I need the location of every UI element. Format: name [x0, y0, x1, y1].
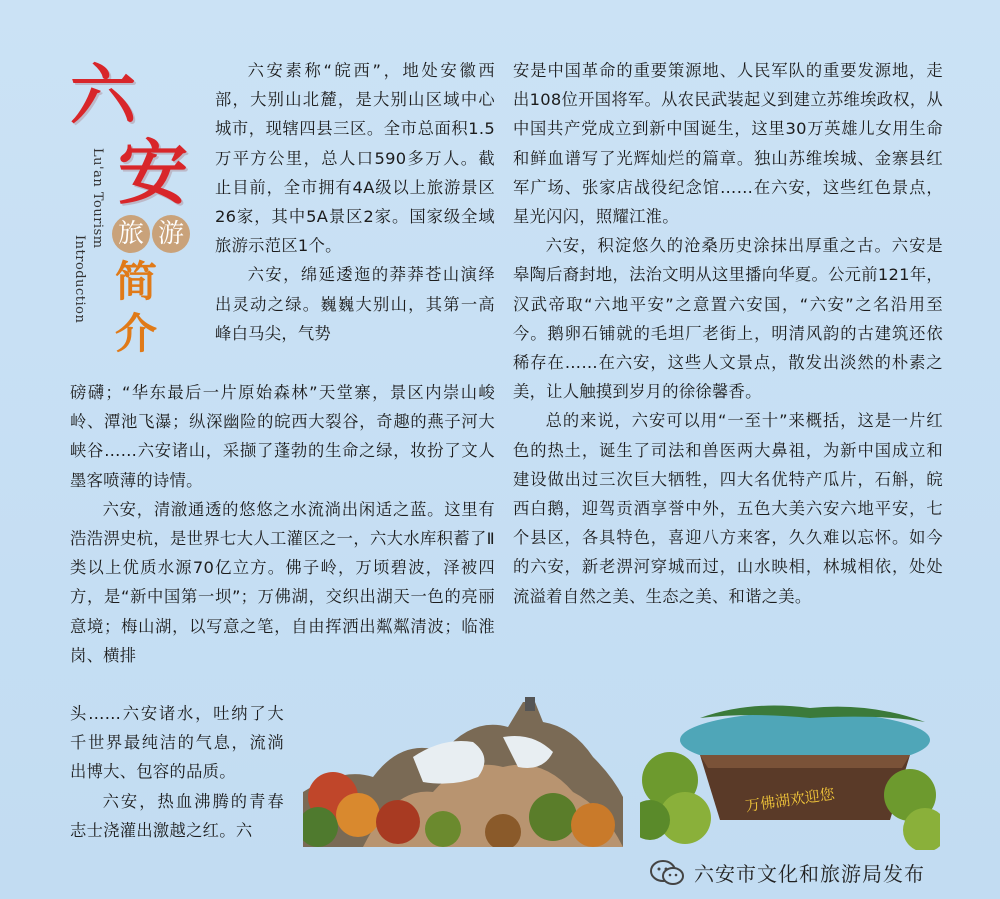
title-char-liu: 六	[70, 56, 136, 134]
english-subtitle-1: Lu'an Tourism	[90, 148, 105, 249]
paragraph-green-rest: 磅礴；“华东最后一片原始森林”天堂寨，景区内崇山峻岭、潭池飞瀑；纵深幽险的皖西大裂谷，奇趣的燕子河大峡谷……六安诸山，采撷了蓬勃的生命之绿，妆扮了文人墨客喷薄的诗情。	[70, 383, 495, 490]
left-mid-text	[70, 378, 495, 670]
lake-sign-text: 万佛湖欢迎您	[744, 784, 836, 816]
wechat-icon	[650, 860, 684, 886]
english-subtitle-2: Introduction	[72, 235, 87, 324]
lake-illustration	[640, 700, 940, 850]
title-circle-you: 游	[152, 215, 190, 253]
mountain-illustration	[303, 697, 623, 847]
paragraph-green-start: 六安，绵延逶迤的莽莽苍山演绎出灵动之绿。巍巍大别山，其第一高峰白马尖，气势	[215, 265, 495, 343]
left-top-text	[215, 56, 495, 348]
title-char-jie: 介	[115, 309, 158, 358]
paragraph-red-rest: 安是中国革命的重要策源地、人民军队的重要发源地，走出108位开国将军。从农民武装起义到建立苏维埃政权，从中国共产党成立到新中国诞生，这里30万英雄儿女用生命和鲜血谱写了光辉灿烂的篇章。独山苏维埃城、金寨县红军广场、张家店战役纪念馆……在六安，这些红色景点，星光闪闪，照耀江淮。	[513, 61, 943, 227]
paragraph-history: 六安，积淀悠久的沧桑历史涂抹出厚重之古。六安是皋陶后裔封地，法治文明从这里播向华夏。公元前121年，汉武帝取“六地平安”之意置六安国，“六安”之名沿用至今。鹅卵石铺就的毛坦厂老街上，明清风韵的古建筑还依稀存在……在六安，这些人文景点，散发出淡然的朴素之美，让人触摸到岁月的徐徐馨香。	[513, 236, 943, 402]
paragraph-intro: 六安素称“皖西”，地处安徽西部，大别山北麓，是大别山区域中心城市，现辖四县三区。全市总面积1.5万平方公里，总人口590多万人。截止目前，全市拥有4A级以上旅游景区26家，其中5A景区2家。国家级全域旅游示范区1个。	[215, 61, 495, 256]
left-bottom-text	[70, 699, 284, 845]
right-text	[513, 56, 943, 611]
paragraph-blue: 六安，清澈通透的悠悠之水流淌出闲适之蓝。这里有浩浩淠史杭，是世界七大人工灌区之一，六大水库积蓄了Ⅱ类以上优质水源70亿立方。佛子岭，万顷碧波，泽被四方，是“新中国第一坝”；万佛湖，交织出湖天一色的亮丽意境；梅山湖，以写意之笔，自由挥洒出粼粼清波；临淮岗、横排	[70, 499, 495, 665]
paragraph-blue-tail: 头……六安诸水，吐纳了大千世界最纯洁的气息，流淌出博大、包容的品质。	[70, 704, 284, 782]
title-char-jian: 简	[115, 257, 158, 306]
footer-watermark	[650, 858, 925, 887]
paragraph-red-start: 六安，热血沸腾的青春志士浇灌出激越之红。六	[70, 791, 284, 840]
title-char-an: 安	[118, 131, 188, 214]
paragraph-summary: 总的来说，六安可以用“一至十”来概括，这是一片红色的热土，诞生了司法和兽医两大鼻祖，为新中国成立和建设做出过三次巨大牺牲，四大名优特产瓜片，石斛，皖西白鹅，迎驾贡酒享誉中外，五色大美六安六地平安，七个县区，各具特色，喜迎八方来客，久久难以忘怀。如今的六安，新老淠河穿城而过，山水映相，林城相依，处处流溢着自然之美、生态之美、和谐之美。	[513, 411, 943, 606]
footer-text: 六安市文化和旅游局发布	[694, 862, 925, 886]
title-circle-lv: 旅	[112, 215, 150, 253]
